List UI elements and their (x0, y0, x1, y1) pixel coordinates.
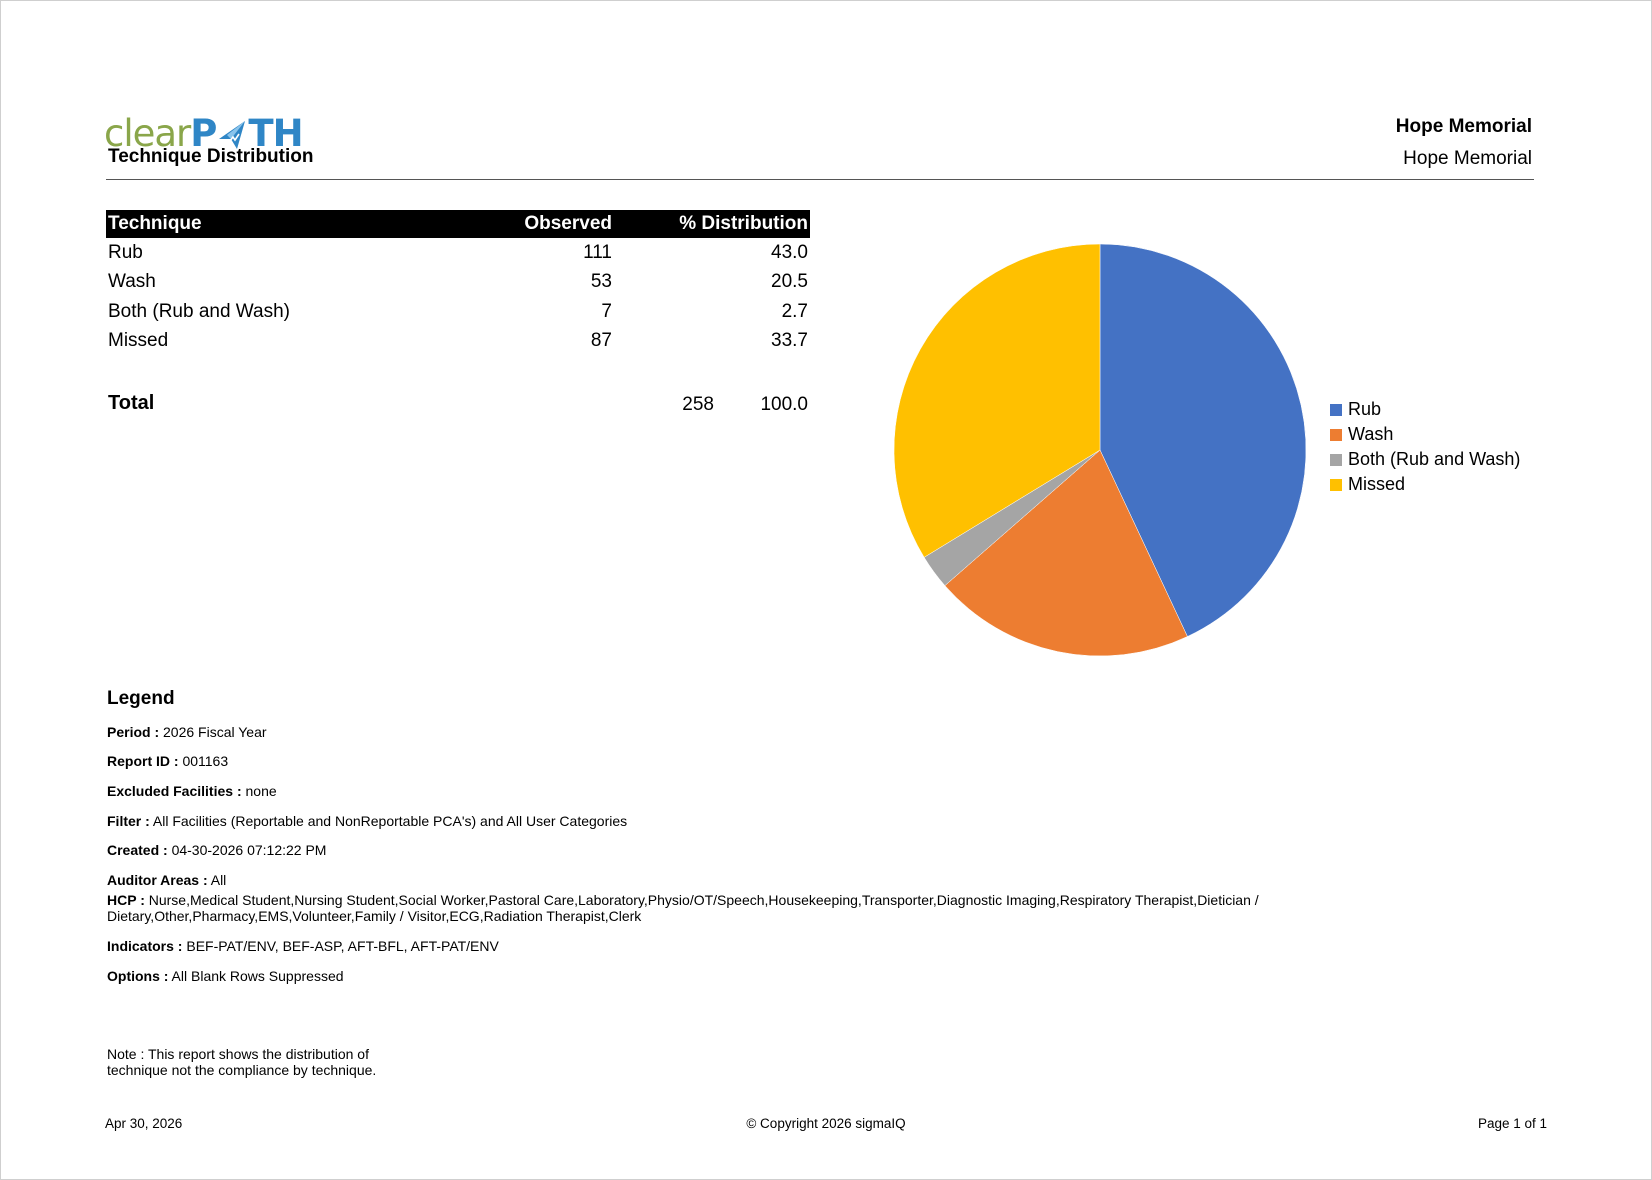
table-row (106, 297, 810, 327)
legend-item (1330, 447, 1520, 472)
legend-swatch (1330, 479, 1342, 491)
legend-heading: Legend (107, 688, 175, 709)
total-row (106, 392, 810, 418)
meta-key: Indicators : (107, 938, 183, 954)
facility-subtitle: Hope Memorial (1403, 148, 1532, 169)
legend-label: Wash (1348, 424, 1394, 444)
legend-swatch (1330, 429, 1342, 441)
meta-key: Period : (107, 724, 160, 740)
distribution-cell: 2.7 (781, 300, 808, 322)
logo-text-clear: clear (104, 112, 191, 155)
indicators-line (107, 938, 499, 954)
table-row (106, 238, 810, 268)
meta-value: BEF-PAT/ENV, BEF-ASP, AFT-BFL, AFT-PAT/ENV (182, 938, 499, 954)
legend-label: Missed (1348, 474, 1406, 494)
technique-cell: Missed (108, 330, 169, 352)
observed-cell: 53 (590, 271, 612, 293)
meta-value: All Blank Rows Suppressed (168, 968, 344, 984)
meta-value: All Facilities (Reportable and NonReportable PCA's) and All User Categories (149, 813, 628, 829)
observed-cell: 7 (601, 300, 612, 322)
meta-value: 001163 (178, 753, 229, 769)
period-line (107, 724, 267, 740)
chart-legend (1330, 397, 1520, 497)
meta-key: Created : (107, 842, 168, 858)
legend-item (1330, 397, 1520, 422)
filter-line (107, 813, 627, 829)
excluded-facilities-line (107, 783, 277, 799)
legend-swatch (1330, 454, 1342, 466)
meta-key: Auditor Areas : (107, 872, 208, 888)
total-observed: 258 (682, 394, 714, 415)
observed-cell: 87 (590, 330, 612, 352)
column-header-observed: Observed (440, 210, 614, 238)
footer-date: Apr 30, 2026 (105, 1116, 183, 1131)
distribution-cell: 33.7 (771, 330, 808, 352)
legend-item (1330, 422, 1520, 447)
header-divider (106, 179, 1534, 180)
meta-key: Filter : (107, 813, 150, 829)
meta-key: Excluded Facilities : (107, 783, 242, 799)
footer-copyright: © Copyright 2026 sigmaIQ (746, 1116, 906, 1131)
legend-label: Rub (1348, 399, 1382, 419)
meta-value: Nurse,Medical Student,Nursing Student,Social Worker,Pastoral Care,Laboratory,Physio/OT/Speech,Housekeeping,Transporter,Diagnostic Imaging,Respiratory Therapist,Dietician / Dietary,Other,Pharmacy,EMS,Volunteer,Family / Visitor,ECG,Radiation Therapist,Clerk (107, 892, 1259, 924)
column-header-technique: Technique (106, 210, 440, 238)
technique-table (106, 210, 810, 356)
distribution-cell: 43.0 (771, 241, 808, 263)
total-label: Total (108, 392, 155, 414)
facility-name: Hope Memorial (1395, 116, 1532, 137)
legend-swatch (1330, 404, 1342, 416)
observed-cell: 111 (583, 241, 612, 263)
meta-key: Options : (107, 968, 169, 984)
total-distribution: 100.0 (760, 394, 808, 415)
table-row (106, 268, 810, 298)
legend-label: Both (Rub and Wash) (1348, 449, 1521, 469)
hcp-line (107, 892, 1307, 924)
footer-page-number: Page 1 of 1 (1477, 1116, 1547, 1131)
table-row (106, 327, 810, 357)
meta-value: none (241, 783, 277, 799)
technique-cell: Rub (108, 241, 143, 263)
report-note: Note : This report shows the distribution of technique not the compliance by technique. (107, 1046, 377, 1078)
logo-letter-p: P (190, 112, 217, 155)
meta-key: HCP : (107, 892, 145, 908)
report-title: Technique Distribution (108, 146, 314, 167)
options-line (107, 968, 344, 984)
meta-value: All (207, 872, 227, 888)
meta-key: Report ID : (107, 753, 179, 769)
column-header-distribution: % Distribution (614, 210, 810, 238)
technique-cell: Wash (108, 271, 156, 293)
technique-cell: Both (Rub and Wash) (108, 300, 290, 322)
auditor-areas-line (107, 872, 226, 888)
legend-item (1330, 472, 1520, 497)
created-line (107, 842, 326, 858)
report-id-line (107, 753, 228, 769)
meta-value: 2026 Fiscal Year (159, 724, 267, 740)
logo-letters-th: TH (248, 112, 303, 155)
technique-pie-chart (890, 240, 1310, 660)
distribution-cell: 20.5 (771, 271, 808, 293)
meta-value: 04-30-2026 07:12:22 PM (167, 842, 327, 858)
table-header-row (106, 210, 810, 238)
